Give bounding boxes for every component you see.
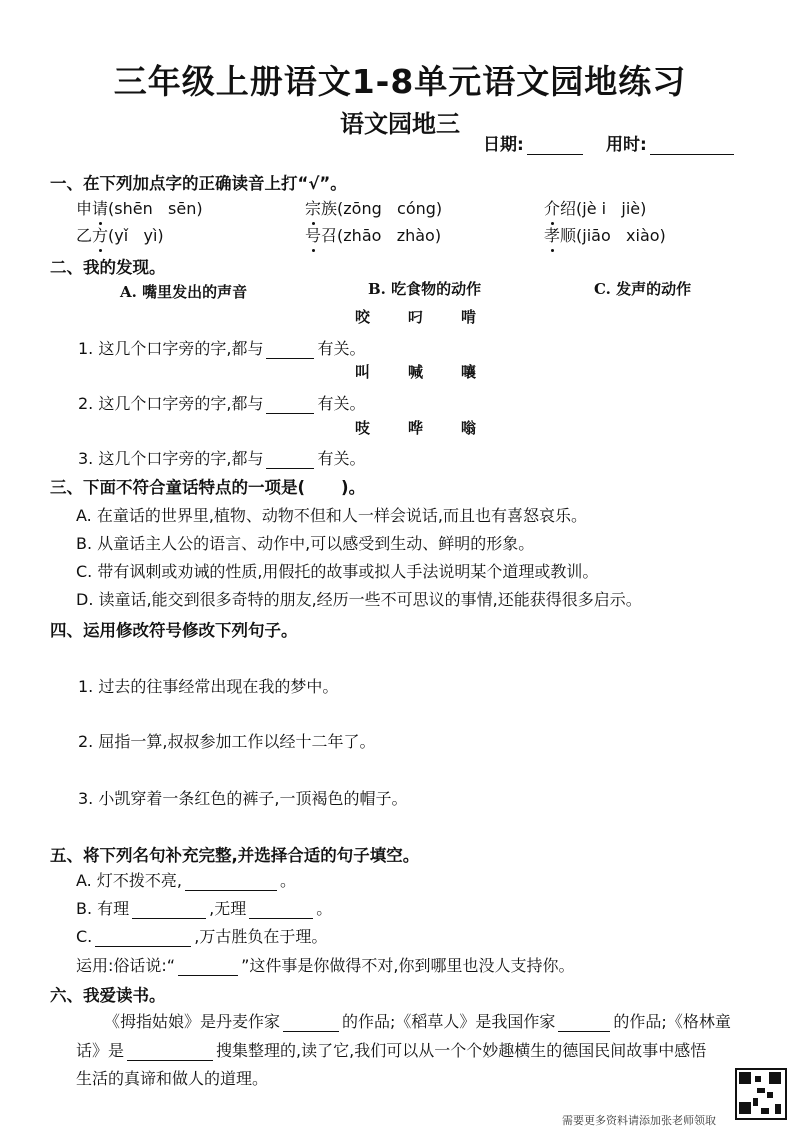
pinyin-option[interactable]: xiào	[626, 226, 660, 245]
reading-line-1: 《拇指姑娘》是丹麦作家 的作品;《稻草人》是我国作家 的作品;《格林童	[104, 1012, 731, 1031]
proverb-b: B. 有理 ,无理 。	[76, 899, 333, 918]
option-b: B. 吃食物的动作	[368, 280, 482, 298]
pinyin-option[interactable]: zhāo	[343, 226, 382, 245]
date-label: 日期:	[483, 135, 524, 155]
s3-option-a: A. 在童话的世界里,植物、动物不但和人一样会说话,而且也有喜怒哀乐。	[76, 506, 588, 525]
pinyin-option[interactable]: sēn	[168, 199, 197, 218]
answer-blank[interactable]	[185, 874, 277, 891]
qr-code[interactable]	[735, 1068, 787, 1120]
pinyin-item-3: 介绍(jè i jiè)	[544, 196, 646, 219]
pinyin-option[interactable]: shēn	[114, 199, 153, 218]
pinyin-item-1: 申请(shēn sēn)	[76, 196, 203, 219]
section-6-heading: 六、我爱读书。	[50, 986, 166, 1005]
dotted-char: 方	[92, 223, 108, 246]
dotted-char: 请	[92, 196, 108, 219]
proverb-c: C. ,万古胜负在于理。	[76, 927, 328, 946]
pinyin-option[interactable]: jiè	[621, 199, 641, 218]
answer-blank[interactable]	[266, 397, 314, 414]
dotted-char: 宗	[305, 196, 321, 219]
pinyin-item-6: 孝顺(jiāo xiào)	[544, 223, 666, 246]
sentence-1: 1. 过去的往事经常出现在我的梦中。	[78, 677, 339, 696]
pinyin-option[interactable]: zhào	[396, 226, 435, 245]
worksheet-title: 三年级上册语文1-8单元语文园地练习	[113, 62, 687, 101]
s3-option-d: D. 读童话,能交到很多奇特的朋友,经历一些不可思议的事情,还能获得很多启示。	[76, 590, 642, 609]
answer-blank[interactable]	[178, 959, 238, 976]
footer-note: 需要更多资料请添加张老师领取	[562, 1114, 716, 1127]
proverb-a: A. 灯不拨不亮, 。	[76, 871, 296, 890]
section-1-heading: 一、在下列加点字的正确读音上打“√”。	[50, 174, 347, 193]
char-group-2: 叫 喊 嚷	[355, 363, 477, 381]
date-field	[483, 130, 586, 155]
answer-blank[interactable]	[558, 1015, 610, 1032]
pinyin-option[interactable]: jè i	[582, 199, 607, 218]
date-blank[interactable]	[527, 138, 583, 155]
section-2-heading: 二、我的发现。	[50, 258, 166, 277]
sentence-3: 3. 小凯穿着一条红色的裤子,一顶褐色的帽子。	[78, 789, 408, 808]
char-group-1: 咬 叼 啃	[355, 308, 477, 326]
s3-option-c: C. 带有讽刺或劝诫的性质,用假托的故事或拟人手法说明某个道理或教训。	[76, 562, 599, 581]
dotted-char: 号	[305, 223, 321, 246]
worksheet-subtitle: 语文园地三	[340, 110, 460, 138]
pinyin-option[interactable]: zōng	[343, 199, 382, 218]
pinyin-item-4: 乙方(yǐ yì)	[76, 223, 164, 246]
answer-blank[interactable]	[132, 902, 206, 919]
proverb-usage: 运用:俗话说:“ ”这件事是你做得不对,你到哪里也没人支持你。	[76, 956, 575, 975]
pinyin-option[interactable]: yǐ	[114, 226, 129, 245]
question-2-3: 3. 这几个口字旁的字,都与 有关。	[78, 449, 366, 468]
answer-blank[interactable]	[266, 342, 314, 359]
answer-blank[interactable]	[283, 1015, 339, 1032]
s3-option-b: B. 从童话主人公的语言、动作中,可以感受到生动、鲜明的形象。	[76, 534, 535, 553]
answer-blank[interactable]	[127, 1044, 213, 1061]
time-blank[interactable]	[650, 138, 734, 155]
pinyin-item-2: 宗族(zōng cóng)	[305, 196, 442, 219]
option-a: A. 嘴里发出的声音	[120, 283, 248, 301]
time-field	[606, 130, 737, 155]
pinyin-item-5: 号召(zhāo zhào)	[305, 223, 441, 246]
option-c: C. 发声的动作	[594, 280, 692, 298]
question-2-2: 2. 这几个口字旁的字,都与 有关。	[78, 394, 366, 413]
answer-blank[interactable]	[266, 452, 314, 469]
reading-line-3: 生活的真谛和做人的道理。	[76, 1069, 269, 1088]
time-label: 用时:	[606, 135, 647, 155]
section-4-heading: 四、运用修改符号修改下列句子。	[50, 621, 298, 640]
question-2-1: 1. 这几个口字旁的字,都与 有关。	[78, 339, 366, 358]
answer-blank[interactable]	[95, 930, 191, 947]
reading-line-2: 话》是 搜集整理的,读了它,我们可以从一个个妙趣横生的德国民间故事中感悟	[76, 1041, 707, 1060]
section-3-heading: 三、下面不符合童话特点的一项是( )。	[50, 478, 366, 497]
char-group-3: 吱 哗 嗡	[355, 419, 477, 437]
section-5-heading: 五、将下列名句补充完整,并选择合适的句子填空。	[50, 846, 420, 865]
dotted-char: 介	[544, 196, 560, 219]
dotted-char: 孝	[544, 223, 560, 246]
pinyin-option[interactable]: jiāo	[582, 226, 611, 245]
answer-blank[interactable]	[249, 902, 313, 919]
pinyin-option[interactable]: yì	[143, 226, 158, 245]
pinyin-option[interactable]: cóng	[397, 199, 436, 218]
sentence-2: 2. 屈指一算,叔叔参加工作以经十二年了。	[78, 732, 376, 751]
